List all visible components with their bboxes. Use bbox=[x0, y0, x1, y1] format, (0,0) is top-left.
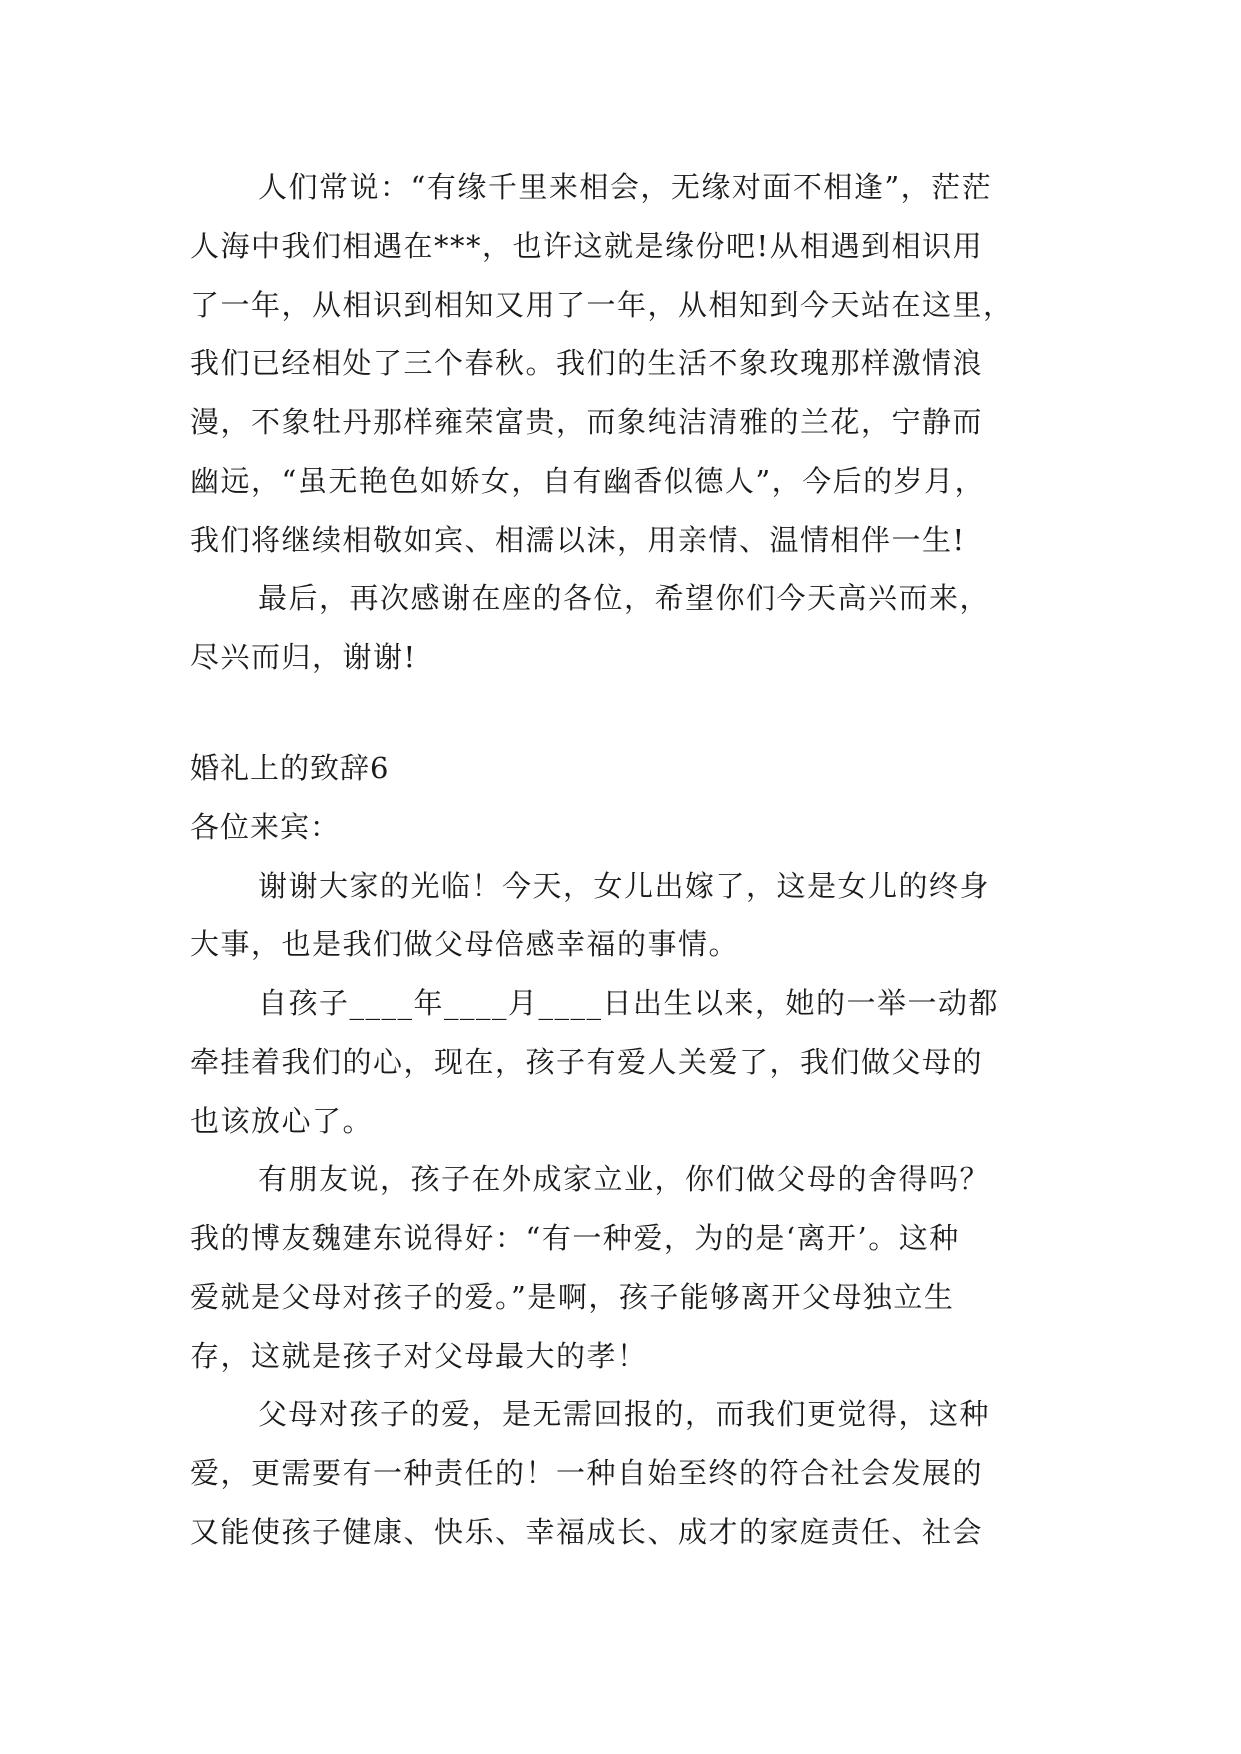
paragraph-line: 人们常说：“有缘千里来相会，无缘对面不相逢”，茫茫 bbox=[258, 170, 993, 204]
paragraph-line: 漫，不象牡丹那样雍荣富贵，而象纯洁清雅的兰花，宁静而 bbox=[190, 405, 984, 439]
section-title: 婚礼上的致辞6 bbox=[190, 751, 390, 785]
paragraph-line: 我们已经相处了三个春秋。我们的生活不象玫瑰那样激情浪 bbox=[190, 346, 984, 380]
paragraph-line: 幽远，“虽无艳色如娇女，自有幽香似德人”，今后的岁月， bbox=[190, 464, 986, 498]
paragraph-line: 父母对孩子的爱，是无需回报的，而我们更觉得，这种 bbox=[258, 1397, 991, 1431]
paragraph-line: 存，这就是孩子对父母最大的孝！ bbox=[190, 1339, 648, 1373]
paragraph-line: 最后，再次感谢在座的各位，希望你们今天高兴而来， bbox=[258, 581, 991, 615]
paragraph-line: 牵挂着我们的心，现在，孩子有爱人关爱了，我们做父母的 bbox=[190, 1045, 984, 1079]
paragraph-line: 尽兴而归，谢谢! bbox=[190, 640, 417, 674]
greeting: 各位来宾： bbox=[190, 810, 341, 844]
paragraph-line: 了一年，从相识到相知又用了一年，从相知到今天站在这里， bbox=[190, 288, 1014, 322]
paragraph-line: 我们将继续相敬如宾、相濡以沫，用亲情、温情相伴一生! bbox=[190, 523, 966, 557]
paragraph-line: 又能使孩子健康、快乐、幸福成长、成才的家庭责任、社会 bbox=[190, 1515, 984, 1549]
paragraph-line: 有朋友说，孩子在外成家立业，你们做父母的舍得吗？ bbox=[258, 1162, 991, 1196]
paragraph-line: 我的博友魏建东说得好：“有一种爱，为的是‘离开’。这种 bbox=[190, 1221, 960, 1255]
paragraph-line: 大事，也是我们做父母倍感幸福的事情。 bbox=[190, 927, 740, 961]
paragraph-line: 爱就是父母对孩子的爱。”是啊，孩子能够离开父母独立生 bbox=[190, 1280, 955, 1314]
paragraph-line: 爱，更需要有一种责任的！一种自始至终的符合社会发展的 bbox=[190, 1456, 984, 1490]
paragraph-line: 人海中我们相遇在***，也许这就是缘份吧!从相遇到相识用 bbox=[190, 229, 984, 263]
paragraph-line: 自孩子____年____月____日出生以来，她的一举一动都 bbox=[258, 986, 1000, 1020]
paragraph-line: 也该放心了。 bbox=[190, 1104, 374, 1138]
paragraph-line: 谢谢大家的光临！今天，女儿出嫁了，这是女儿的终身 bbox=[258, 869, 991, 903]
